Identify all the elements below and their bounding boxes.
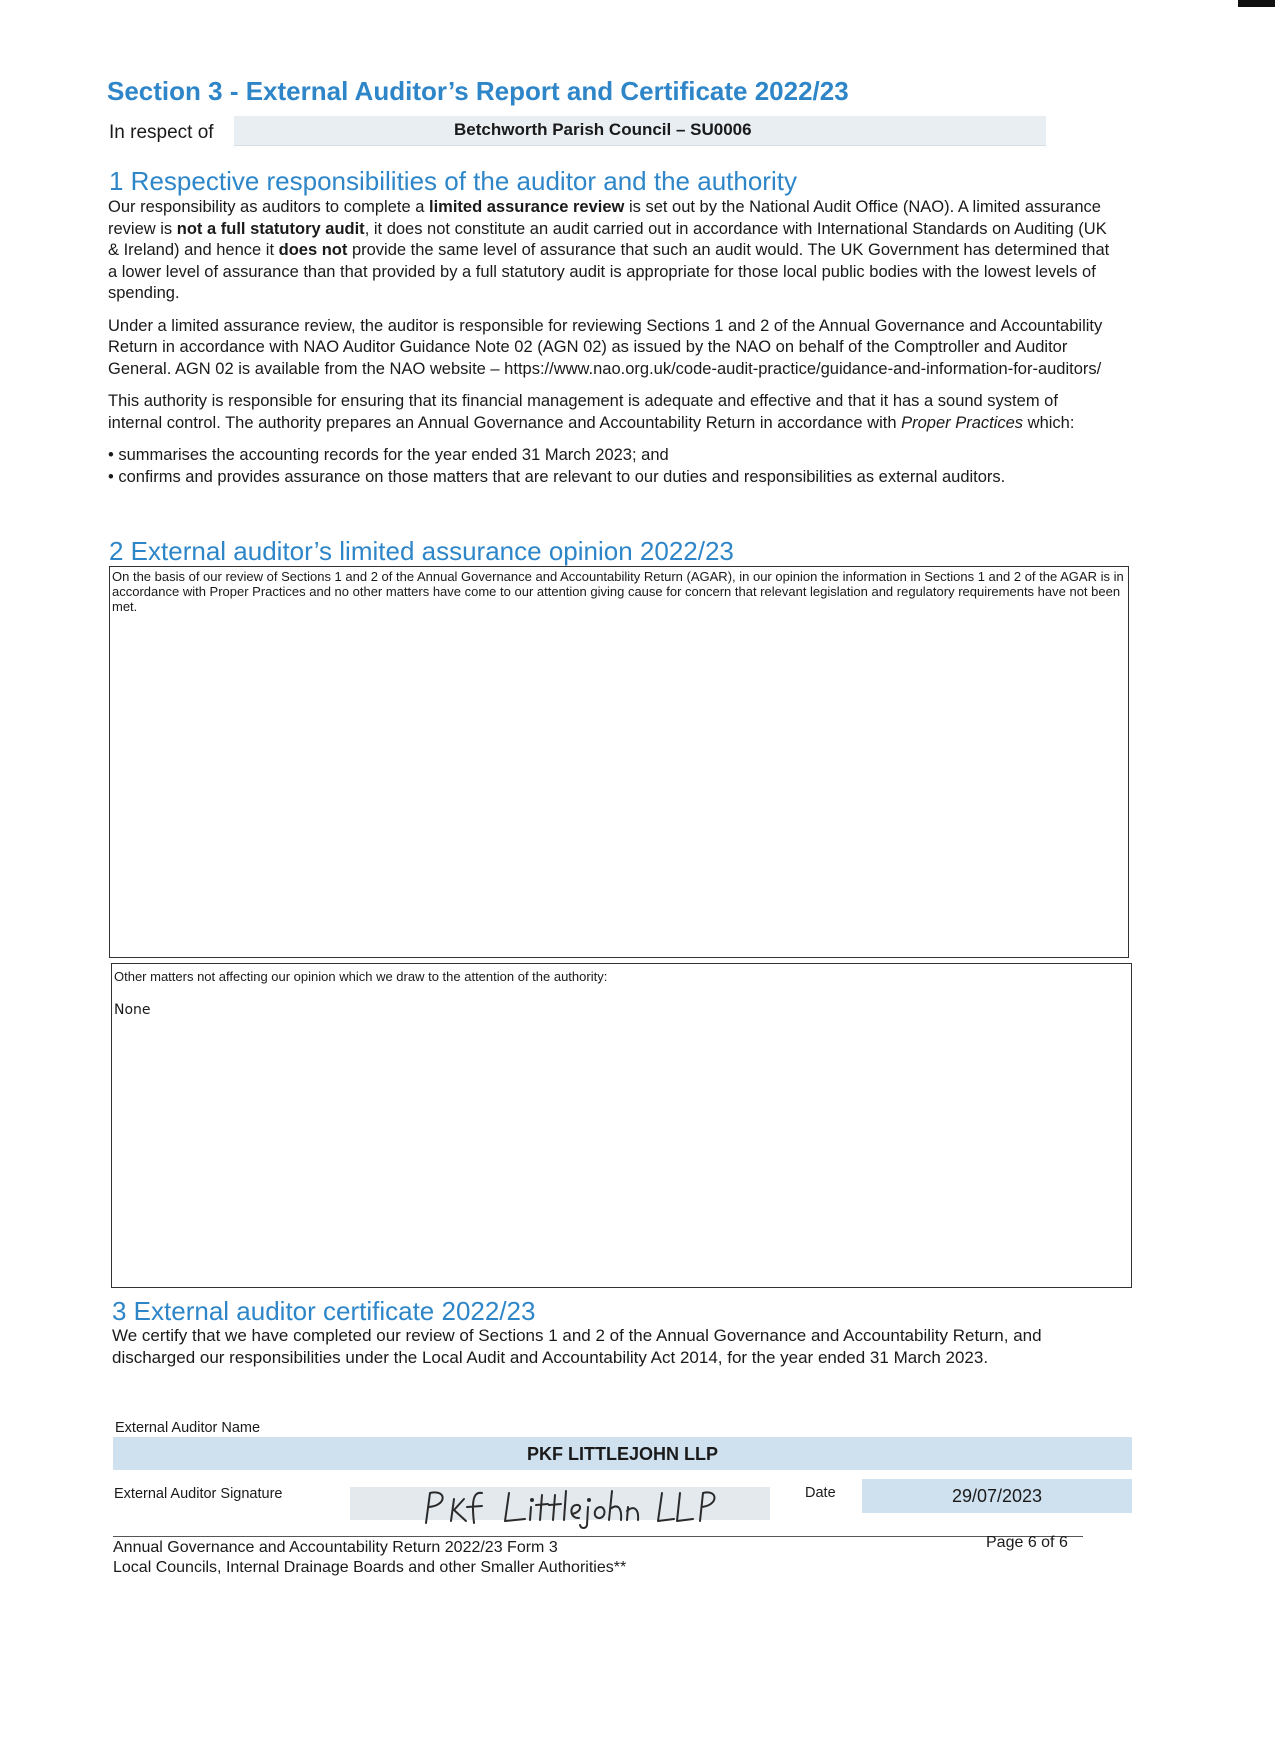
auditor-name-label: External Auditor Name (115, 1420, 261, 1436)
other-matters-label: Other matters not affecting our opinion which we draw to the attention of the authority: (114, 969, 608, 984)
signature-field (350, 1487, 770, 1520)
certificate-text: We certify that we have completed our review of Sections 1 and 2 of the Annual Governance and Accountability Return, and discharged our responsibilities under the Local Audit and Accountability Act 2014, for the year ended 31 March 2023. (112, 1326, 1042, 1367)
other-matters-value: None (114, 1002, 151, 1018)
section1-bullets (108, 445, 1114, 488)
section1-paragraph-2: Under a limited assurance review, the auditor is responsible for reviewing Sections 1 and 2 of the Annual Governance and Accountability Return in accordance with NAO Auditor Guidance Note 02 (AGN 02) as issued by the NAO on behalf of the Comptroller and Auditor General. AGN 02 is available from the NAO website – https://www.nao.org.uk/code-audit-practice/guidance-and-information-for-auditors/ (108, 316, 1103, 378)
date-label: Date (805, 1485, 836, 1501)
section1-body (108, 197, 1114, 488)
auditor-name-field (113, 1437, 1132, 1470)
footer-text (113, 1538, 626, 1578)
footer-divider (113, 1536, 1083, 1537)
authority-field (234, 116, 1046, 146)
scan-edge-mark (1238, 0, 1275, 7)
auditor-signature-label: External Auditor Signature (114, 1486, 283, 1502)
handwritten-signature (350, 1481, 770, 1529)
page-number: Page 6 of 6 (986, 1534, 1068, 1551)
section1-paragraph-1: Our responsibility as auditors to complete a limited assurance review is set out by the National Audit Office (NAO). A limited assurance review is not a full statutory audit, it does not constitute an audit carried out in accordance with International Standards on Auditing (UK & Ireland) and hence it does not provide the same level of assurance that such an audit would. The UK Government has determined that a lower level of assurance than that provided by a full statutory audit is appropriate for those local public bodies with the lowest levels of spending. (108, 198, 1110, 302)
section3-heading: 3 External auditor certificate 2022/23 (112, 1296, 536, 1326)
authority-name: Betchworth Parish Council – SU0006 (454, 120, 752, 139)
bullet-item: • confirms and provides assurance on those matters that are relevant to our duties and responsibilities as external auditors. (108, 467, 1006, 486)
section1-paragraph-3: This authority is responsible for ensuring that its financial management is adequate and effective and that it has a sound system of internal control. The authority prepares an Annual Governance and Accountability Return in accordance with Proper Practices which: (108, 392, 1075, 432)
section2-heading: 2 External auditor’s limited assurance opinion 2022/23 (109, 536, 734, 566)
date-field (862, 1479, 1132, 1513)
footer-line-2: Local Councils, Internal Drainage Boards and other Smaller Authorities** (113, 1559, 627, 1576)
footer-line-1: Annual Governance and Accountability Return 2022/23 Form 3 (113, 1539, 558, 1556)
other-matters-box (111, 963, 1132, 1288)
date-value: 29/07/2023 (951, 1486, 1043, 1506)
in-respect-label: In respect of (109, 122, 214, 143)
page-title: Section 3 - External Auditor’s Report and Certificate 2022/23 (107, 76, 849, 106)
bullet-item: • summarises the accounting records for the year ended 31 March 2023; and (108, 446, 669, 464)
section1-heading: 1 Respective responsibilities of the auditor and the authority (109, 166, 797, 196)
opinion-box (109, 566, 1129, 958)
auditor-name-value: PKF LITTLEJOHN LLP (527, 1444, 718, 1464)
opinion-text: On the basis of our review of Sections 1 and 2 of the Annual Governance and Accountability Return (AGAR), in our opinion the information in Sections 1 and 2 of the AGAR is in accordance with Proper Practices and no other matters have come to our attention giving cause for concern that relevant legislation and regulatory requirements have not been met. (112, 569, 1124, 614)
